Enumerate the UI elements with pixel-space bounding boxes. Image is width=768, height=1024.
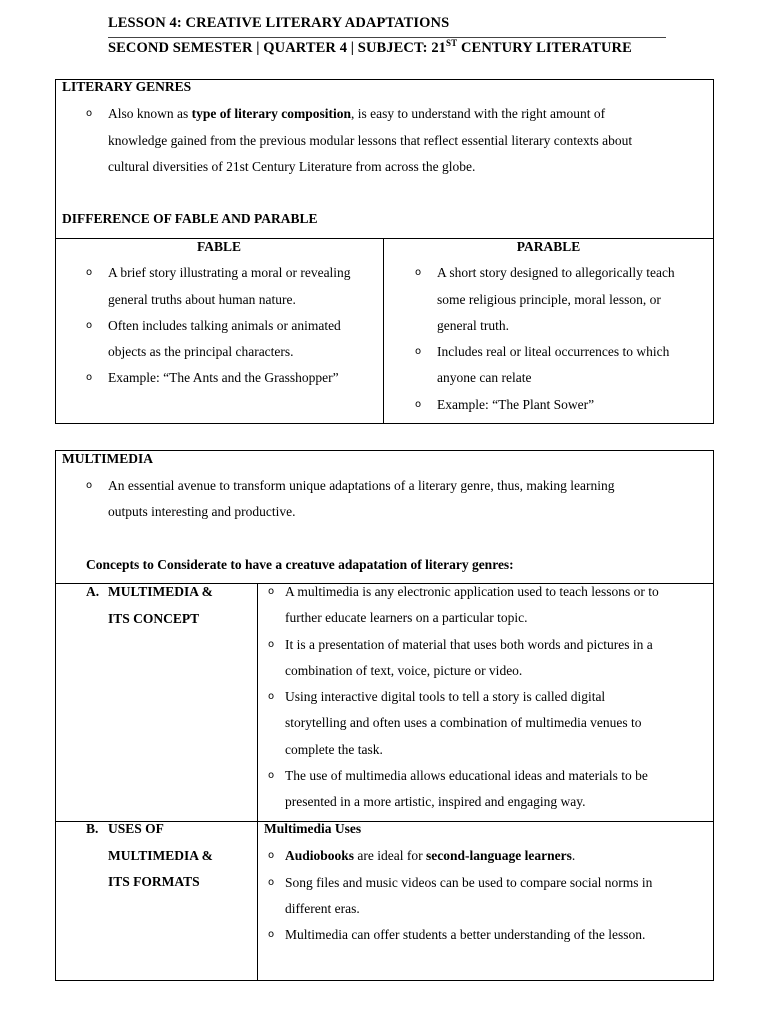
section-b-title: USES OF [108, 821, 164, 836]
genres-intro-text-end: , is easy to understand with the right amount of [350, 106, 606, 121]
difference-heading: DIFFERENCE OF FABLE AND PARABLE [62, 211, 318, 226]
parable-line: Includes real or liteal occurrences to which [437, 344, 670, 359]
audiobooks-text: are ideal for [354, 848, 427, 863]
section-a-line: It is a presentation of material that uses both words and pictures in a [285, 637, 653, 652]
subject-line-suffix: CENTURY LITERATURE [457, 40, 632, 56]
bullet-icon: o [268, 850, 275, 861]
audiobooks-period: . [571, 848, 576, 863]
bullet-icon: o [86, 108, 93, 119]
parable-title: PARABLE [516, 239, 581, 254]
fable-title: FABLE [196, 239, 241, 254]
lesson-title: LESSON 4: CREATIVE LITERARY ADAPTATIONS [108, 15, 450, 31]
section-a-line: complete the task. [285, 742, 383, 757]
audiobooks-line [285, 848, 575, 864]
bullet-icon: o [86, 480, 93, 491]
multimedia-intro-line1: An essential avenue to transform unique adaptations of a literary genre, thus, making learning [108, 478, 615, 493]
section-b-line: Multimedia can offer students a better understanding of the lesson. [285, 927, 646, 942]
fable-line: general truths about human nature. [108, 292, 296, 307]
parable-line: Example: “The Plant Sower” [437, 397, 595, 412]
fable-line: Example: “The Ants and the Grasshopper” [108, 370, 339, 385]
genres-intro-line1 [108, 106, 605, 122]
section-b-line: Song files and music videos can be used to compare social norms in [285, 875, 653, 890]
section-b-title: MULTIMEDIA & [108, 848, 213, 863]
fable-line: A brief story illustrating a moral or revealing [108, 265, 351, 280]
fable-parable-divider [383, 238, 384, 424]
genres-intro-line3: cultural diversities of 21st Century Literature from across the globe. [108, 159, 476, 174]
parable-line: anyone can relate [437, 370, 532, 385]
fable-line: objects as the principal characters. [108, 344, 294, 359]
audiobooks-term: Audiobooks [285, 848, 355, 863]
parable-line: some religious principle, moral lesson, or [437, 292, 661, 307]
bullet-icon: o [415, 346, 422, 357]
parable-line: A short story designed to allegorically teach [437, 265, 675, 280]
multimedia-uses-heading: Multimedia Uses [264, 821, 362, 836]
section-b-line: different eras. [285, 901, 360, 916]
bullet-icon: o [268, 929, 275, 940]
section-a-line: further educate learners on a particular topic. [285, 610, 528, 625]
bullet-icon: o [415, 267, 422, 278]
section-a-line: combination of text, voice, picture or video. [285, 663, 523, 678]
bullet-icon: o [268, 877, 275, 888]
section-a-line: Using interactive digital tools to tell a story is called digital [285, 689, 606, 704]
literary-genres-heading: LITERARY GENRES [62, 79, 192, 94]
bullet-icon: o [415, 399, 422, 410]
genres-intro-bold: type of literary composition [191, 106, 351, 121]
multimedia-heading: MULTIMEDIA [62, 451, 154, 466]
subject-line-text: SECOND SEMESTER | QUARTER 4 | SUBJECT: 21 [108, 40, 447, 56]
section-b-letter: B. [86, 821, 99, 836]
section-b-title: ITS FORMATS [108, 874, 200, 889]
concepts-heading: Concepts to Considerate to have a creatuve adapatation of literary genres: [86, 557, 514, 572]
second-language-term: second-language learners [426, 848, 572, 863]
section-a-line: A multimedia is any electronic application used to teach lessons or to [285, 584, 659, 599]
section-a-letter: A. [86, 584, 100, 599]
section-a-line: The use of multimedia allows educational ideas and materials to be [285, 768, 648, 783]
bullet-icon: o [86, 372, 93, 383]
bullet-icon: o [268, 639, 275, 650]
header-rule [108, 37, 666, 38]
multimedia-intro-line2: outputs interesting and productive. [108, 504, 296, 519]
parable-line: general truth. [437, 318, 509, 333]
section-column-divider [257, 583, 258, 981]
bullet-icon: o [268, 691, 275, 702]
bullet-icon: o [268, 586, 275, 597]
subject-line-superscript: ST [446, 38, 458, 48]
bullet-icon: o [268, 770, 275, 781]
bullet-icon: o [86, 320, 93, 331]
fable-line: Often includes talking animals or animated [108, 318, 341, 333]
section-a-title: ITS CONCEPT [108, 611, 200, 626]
bullet-icon: o [86, 267, 93, 278]
section-a-line: presented in a more artistic, inspired and engaging way. [285, 794, 586, 809]
genres-intro-text: Also known as [108, 106, 192, 121]
subject-line [108, 40, 632, 57]
section-a-line: storytelling and often uses a combination of multimedia venues to [285, 715, 642, 730]
section-a-title: MULTIMEDIA & [108, 584, 213, 599]
genres-intro-line2: knowledge gained from the previous modular lessons that reflect essential literary contexts about [108, 133, 633, 148]
